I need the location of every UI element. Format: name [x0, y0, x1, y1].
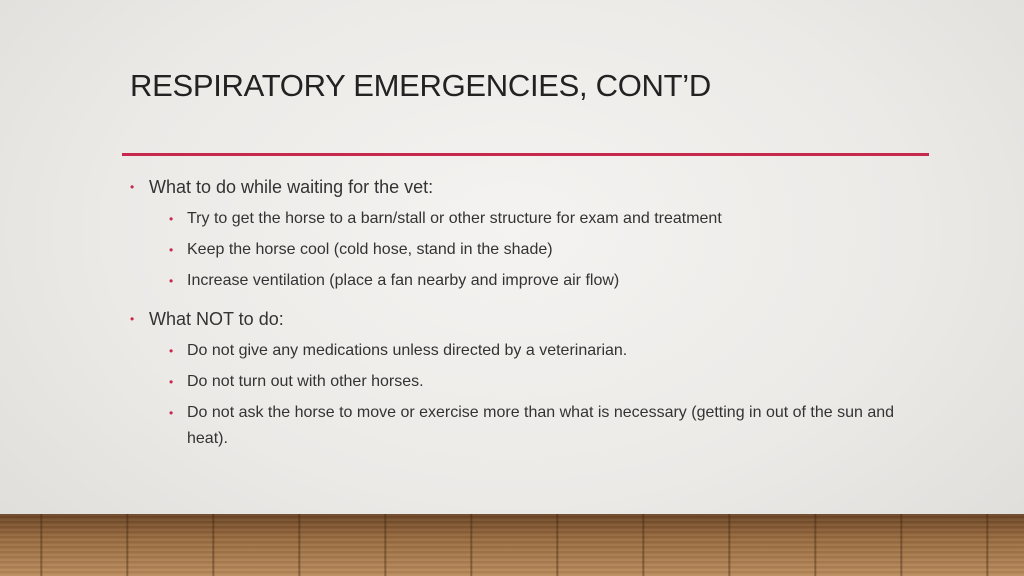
slide-content — [128, 174, 918, 457]
list-item — [128, 338, 918, 364]
list-item-text: Do not give any medications unless directed by a veterinarian. — [187, 342, 628, 359]
list-item-text: Try to get the horse to a barn/stall or other structure for exam and treatment — [187, 210, 722, 227]
title-divider — [122, 153, 929, 156]
list-item-text: Do not ask the horse to move or exercise more than what is necessary (getting in out of the sun and heat). — [187, 404, 895, 447]
list-item-text: Increase ventilation (place a fan nearby and improve air flow) — [187, 272, 620, 289]
bullet-icon: • — [169, 344, 174, 358]
wood-floor — [0, 514, 1024, 576]
section-heading-text: What NOT to do: — [149, 309, 284, 329]
bullet-icon: • — [169, 375, 174, 389]
section-heading-text: What to do while waiting for the vet: — [149, 177, 434, 197]
list-item-text: Do not turn out with other horses. — [187, 373, 424, 390]
list-item — [128, 268, 918, 294]
bullet-icon: • — [130, 180, 135, 194]
bullet-icon: • — [169, 212, 174, 226]
bullet-icon: • — [169, 274, 174, 288]
list-item — [128, 400, 918, 452]
section-heading — [128, 306, 918, 332]
slide-title: RESPIRATORY EMERGENCIES, CONT’D — [130, 68, 711, 103]
list-item — [128, 369, 918, 395]
list-item — [128, 206, 918, 232]
section-heading — [128, 174, 918, 200]
list-item-text: Keep the horse cool (cold hose, stand in the shade) — [187, 241, 553, 258]
bullet-icon: • — [169, 406, 174, 420]
list-item — [128, 237, 918, 263]
bullet-icon: • — [130, 312, 135, 326]
bullet-icon: • — [169, 243, 174, 257]
